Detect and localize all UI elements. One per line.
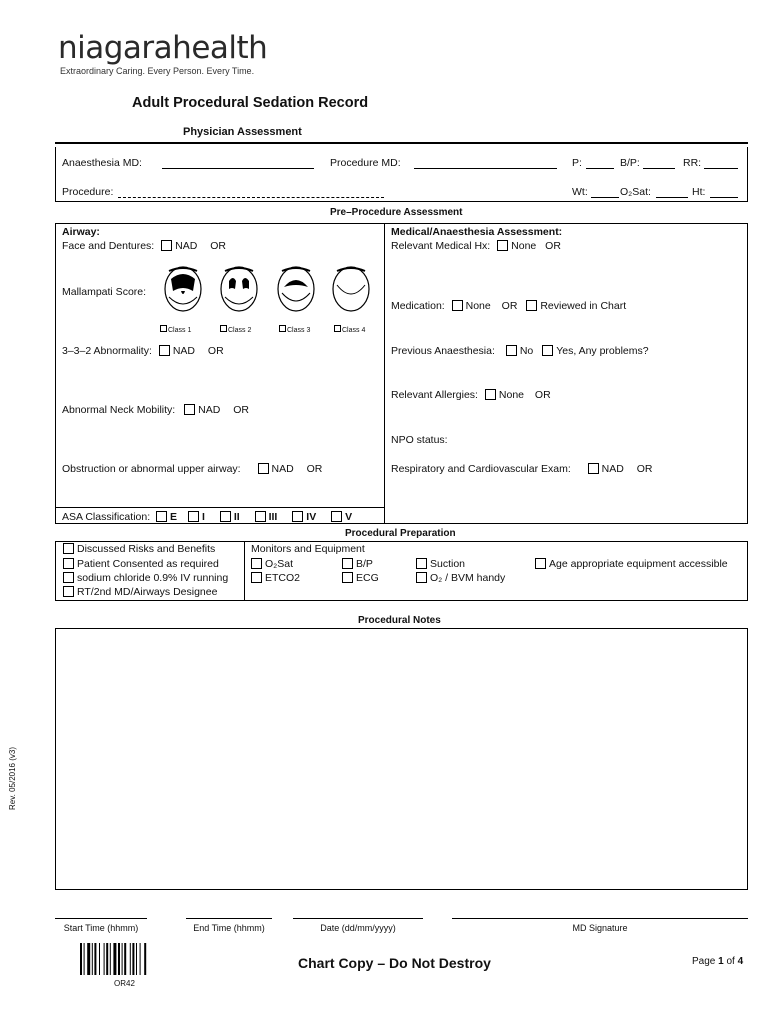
end-time-field[interactable] bbox=[186, 918, 272, 933]
prep-iv-label: sodium chloride 0.9% IV running bbox=[77, 572, 229, 584]
asa-label: ASA Classification: bbox=[62, 511, 151, 523]
mallampati-class-1-icon bbox=[163, 263, 203, 313]
asa-divider bbox=[55, 507, 385, 508]
previous-anaesthesia-no-label: No bbox=[519, 345, 534, 357]
prep-designee-checkbox[interactable] bbox=[63, 586, 74, 597]
asa-iii-checkbox[interactable] bbox=[255, 511, 266, 522]
mallampati-class-4-icon bbox=[331, 263, 371, 313]
pre-procedure-heading: Pre–Procedure Assessment bbox=[330, 207, 463, 218]
medication-row bbox=[391, 300, 626, 312]
md-signature-field[interactable] bbox=[452, 918, 748, 933]
monitors-heading: Monitors and Equipment bbox=[251, 543, 365, 555]
resp-cardio-row bbox=[391, 463, 653, 475]
rr-field[interactable] bbox=[704, 158, 738, 169]
medical-heading: Medical/Anaesthesia Assessment: bbox=[391, 226, 563, 238]
barcode-code: OR42 bbox=[114, 979, 135, 988]
resp-cardio-label: Respiratory and Cardiovascular Exam: bbox=[391, 463, 571, 475]
prep-risks-label: Discussed Risks and Benefits bbox=[77, 543, 216, 555]
npo-status-label: NPO status: bbox=[391, 434, 448, 446]
monitor-suction-label: Suction bbox=[430, 558, 466, 570]
asa-iii-label: III bbox=[268, 511, 278, 523]
abnormality-332-nad-checkbox[interactable] bbox=[159, 345, 170, 356]
mallampati-class-2-label: Class 2 bbox=[228, 327, 252, 334]
monitor-o2sat-checkbox[interactable] bbox=[251, 558, 262, 569]
obstruction-nad-checkbox[interactable] bbox=[258, 463, 269, 474]
previous-anaesthesia-yes-checkbox[interactable] bbox=[542, 345, 553, 356]
allergies-none-checkbox[interactable] bbox=[485, 389, 496, 400]
asa-v-label: V bbox=[345, 511, 353, 523]
monitor-ecg-label: ECG bbox=[356, 572, 379, 584]
monitor-o2sat[interactable] bbox=[251, 558, 293, 570]
date-label: Date (dd/mm/yyyy) bbox=[320, 923, 396, 933]
mallampati-class-2-option[interactable] bbox=[220, 325, 251, 334]
medication-or: OR bbox=[501, 300, 518, 312]
asa-iv-checkbox[interactable] bbox=[292, 511, 303, 522]
allergies-row bbox=[391, 389, 551, 401]
prep-item-consent[interactable] bbox=[63, 558, 219, 570]
prep-item-designee[interactable] bbox=[63, 586, 217, 598]
mallampati-class-3-option[interactable] bbox=[279, 325, 310, 334]
abnormality-332-label: 3–3–2 Abnormality: bbox=[62, 345, 152, 357]
asa-row bbox=[62, 511, 352, 523]
monitor-etco2-label: ETCO2 bbox=[265, 572, 301, 584]
abnormality-332-nad-label: NAD bbox=[172, 345, 195, 357]
mallampati-class-3-checkbox[interactable] bbox=[279, 325, 286, 332]
monitor-bvm-checkbox[interactable] bbox=[416, 572, 427, 583]
previous-anaesthesia-yes-label: Yes, Any problems? bbox=[556, 345, 649, 357]
start-time-label: Start Time (hhmm) bbox=[63, 923, 139, 933]
asa-ii-checkbox[interactable] bbox=[220, 511, 231, 522]
allergies-label: Relevant Allergies: bbox=[391, 389, 478, 401]
o2sat-field[interactable] bbox=[656, 187, 688, 198]
prep-item-iv[interactable] bbox=[63, 572, 228, 584]
resp-cardio-or: OR bbox=[636, 463, 653, 475]
o2sat-label: O₂Sat: bbox=[620, 186, 651, 198]
mallampati-class-3-label: Class 3 bbox=[287, 327, 311, 334]
abnormality-332-or: OR bbox=[207, 345, 224, 357]
monitor-age-equipment-label: Age appropriate equipment accessible bbox=[549, 558, 728, 570]
neck-mobility-row bbox=[62, 404, 249, 416]
medication-label: Medication: bbox=[391, 300, 445, 312]
page-total: 4 bbox=[737, 956, 744, 967]
procedural-notes-heading: Procedural Notes bbox=[358, 615, 441, 626]
procedural-preparation-heading: Procedural Preparation bbox=[345, 528, 456, 539]
page-of: of bbox=[726, 956, 735, 967]
obstruction-or: OR bbox=[306, 463, 323, 475]
prep-risks-checkbox[interactable] bbox=[63, 543, 74, 554]
relevant-hx-none-checkbox[interactable] bbox=[497, 240, 508, 251]
end-time-label: End Time (hhmm) bbox=[193, 923, 265, 933]
barcode-icon bbox=[80, 943, 175, 975]
monitor-suction[interactable] bbox=[416, 558, 465, 570]
monitor-suction-checkbox[interactable] bbox=[416, 558, 427, 569]
monitor-bp-checkbox[interactable] bbox=[342, 558, 353, 569]
form-title: Adult Procedural Sedation Record bbox=[132, 95, 369, 111]
weight-label: Wt: bbox=[572, 186, 588, 198]
bp-label: B/P: bbox=[620, 157, 640, 169]
procedure-md-field[interactable] bbox=[414, 158, 557, 169]
date-field[interactable] bbox=[293, 918, 423, 933]
face-dentures-label: Face and Dentures: bbox=[62, 240, 155, 252]
airway-heading: Airway: bbox=[62, 226, 100, 238]
pulse-field[interactable] bbox=[586, 158, 614, 169]
face-dentures-or: OR bbox=[210, 240, 226, 252]
bp-field[interactable] bbox=[643, 158, 675, 169]
asa-e-checkbox[interactable] bbox=[156, 511, 167, 522]
anaesthesia-md-label: Anaesthesia MD: bbox=[62, 157, 142, 169]
mallampati-class-2-icon bbox=[219, 263, 259, 313]
allergies-or: OR bbox=[534, 389, 551, 401]
monitor-bp[interactable] bbox=[342, 558, 373, 570]
mallampati-class-1-label: Class 1 bbox=[168, 327, 192, 334]
asa-iv-label: IV bbox=[306, 511, 317, 523]
asa-v-checkbox[interactable] bbox=[331, 511, 342, 522]
page-current: 1 bbox=[718, 956, 724, 967]
monitor-etco2-checkbox[interactable] bbox=[251, 572, 262, 583]
resp-cardio-nad-checkbox[interactable] bbox=[588, 463, 599, 474]
prep-iv-checkbox[interactable] bbox=[63, 572, 74, 583]
monitor-bp-label: B/P bbox=[356, 558, 373, 570]
page-indicator bbox=[692, 956, 743, 967]
medication-none-label: None bbox=[465, 300, 491, 312]
relevant-hx-none-label: None bbox=[511, 240, 537, 252]
procedure-field[interactable] bbox=[118, 187, 384, 198]
monitor-ecg[interactable] bbox=[342, 572, 379, 584]
relevant-hx-label: Relevant Medical Hx: bbox=[391, 240, 491, 252]
procedure-label: Procedure: bbox=[62, 186, 114, 198]
start-time-field[interactable] bbox=[55, 918, 147, 933]
face-dentures-row bbox=[62, 240, 226, 252]
medication-none-checkbox[interactable] bbox=[452, 300, 463, 311]
revision-label: Rev. 05/2016 (v3) bbox=[8, 747, 17, 810]
prep-consent-label: Patient Consented as required bbox=[77, 558, 219, 570]
height-label: Ht: bbox=[692, 186, 706, 198]
mallampati-class-4-label: Class 4 bbox=[342, 327, 366, 334]
prep-designee-label: RT/2nd MD/Airways Designee bbox=[77, 586, 218, 598]
procedure-md-label: Procedure MD: bbox=[330, 157, 401, 169]
monitor-age-equipment-checkbox[interactable] bbox=[535, 558, 546, 569]
monitor-etco2[interactable] bbox=[251, 572, 300, 584]
weight-field[interactable] bbox=[591, 187, 619, 198]
previous-anaesthesia-label: Previous Anaesthesia: bbox=[391, 345, 495, 357]
obstruction-row bbox=[62, 463, 322, 475]
abnormality-332-row bbox=[62, 345, 224, 357]
physician-assessment-heading: Physician Assessment bbox=[183, 126, 302, 138]
allergies-none-label: None bbox=[498, 389, 524, 401]
anaesthesia-md-field[interactable] bbox=[162, 158, 314, 169]
pulse-label: P: bbox=[572, 157, 582, 169]
rr-label: RR: bbox=[683, 157, 702, 169]
mallampati-label: Mallampati Score: bbox=[62, 286, 147, 298]
obstruction-nad-label: NAD bbox=[271, 463, 294, 475]
resp-cardio-nad-label: NAD bbox=[601, 463, 624, 475]
face-dentures-nad-label: NAD bbox=[175, 240, 198, 252]
neck-mobility-or: OR bbox=[233, 404, 249, 416]
neck-mobility-nad-checkbox[interactable] bbox=[184, 404, 195, 415]
neck-mobility-nad-label: NAD bbox=[198, 404, 221, 416]
monitor-o2sat-label: O₂Sat bbox=[265, 558, 294, 570]
previous-anaesthesia-row bbox=[391, 345, 649, 357]
chart-copy-notice: Chart Copy – Do Not Destroy bbox=[298, 955, 491, 971]
page-prefix: Page bbox=[692, 956, 716, 967]
obstruction-label: Obstruction or abnormal upper airway: bbox=[62, 463, 241, 475]
logo-tagline: Extraordinary Caring. Every Person. Every Time. bbox=[60, 66, 255, 76]
prep-item-risks[interactable] bbox=[63, 543, 215, 555]
md-signature-label: MD Signature bbox=[572, 923, 628, 933]
mallampati-class-4-checkbox[interactable] bbox=[334, 325, 341, 332]
monitor-bvm[interactable] bbox=[416, 572, 505, 584]
reviewed-chart-label: Reviewed in Chart bbox=[540, 300, 627, 312]
mallampati-class-3-icon bbox=[276, 263, 316, 313]
header-divider bbox=[55, 142, 748, 144]
relevant-hx-row bbox=[391, 240, 561, 252]
mallampati-class-1-option[interactable] bbox=[160, 325, 191, 334]
asa-e-label: E bbox=[170, 511, 178, 523]
niagarahealth-logo: niagarahealth bbox=[58, 30, 268, 66]
monitor-ecg-checkbox[interactable] bbox=[342, 572, 353, 583]
prep-consent-checkbox[interactable] bbox=[63, 558, 74, 569]
procedural-notes-area[interactable] bbox=[55, 628, 748, 890]
asa-i-label: I bbox=[201, 511, 205, 523]
medical-box bbox=[384, 223, 748, 524]
neck-mobility-label: Abnormal Neck Mobility: bbox=[62, 404, 176, 416]
height-field[interactable] bbox=[710, 187, 738, 198]
mallampati-class-4-option[interactable] bbox=[334, 325, 365, 334]
mallampati-class-2-checkbox[interactable] bbox=[220, 325, 227, 332]
monitor-bvm-label: O₂ / BVM handy bbox=[430, 572, 506, 584]
reviewed-chart-checkbox[interactable] bbox=[526, 300, 537, 311]
relevant-hx-or: OR bbox=[545, 240, 561, 252]
face-dentures-nad-checkbox[interactable] bbox=[161, 240, 172, 251]
asa-i-checkbox[interactable] bbox=[188, 511, 199, 522]
monitor-age-equipment[interactable] bbox=[535, 558, 728, 570]
asa-ii-label: II bbox=[233, 511, 240, 523]
mallampati-class-1-checkbox[interactable] bbox=[160, 325, 167, 332]
previous-anaesthesia-no-checkbox[interactable] bbox=[506, 345, 517, 356]
